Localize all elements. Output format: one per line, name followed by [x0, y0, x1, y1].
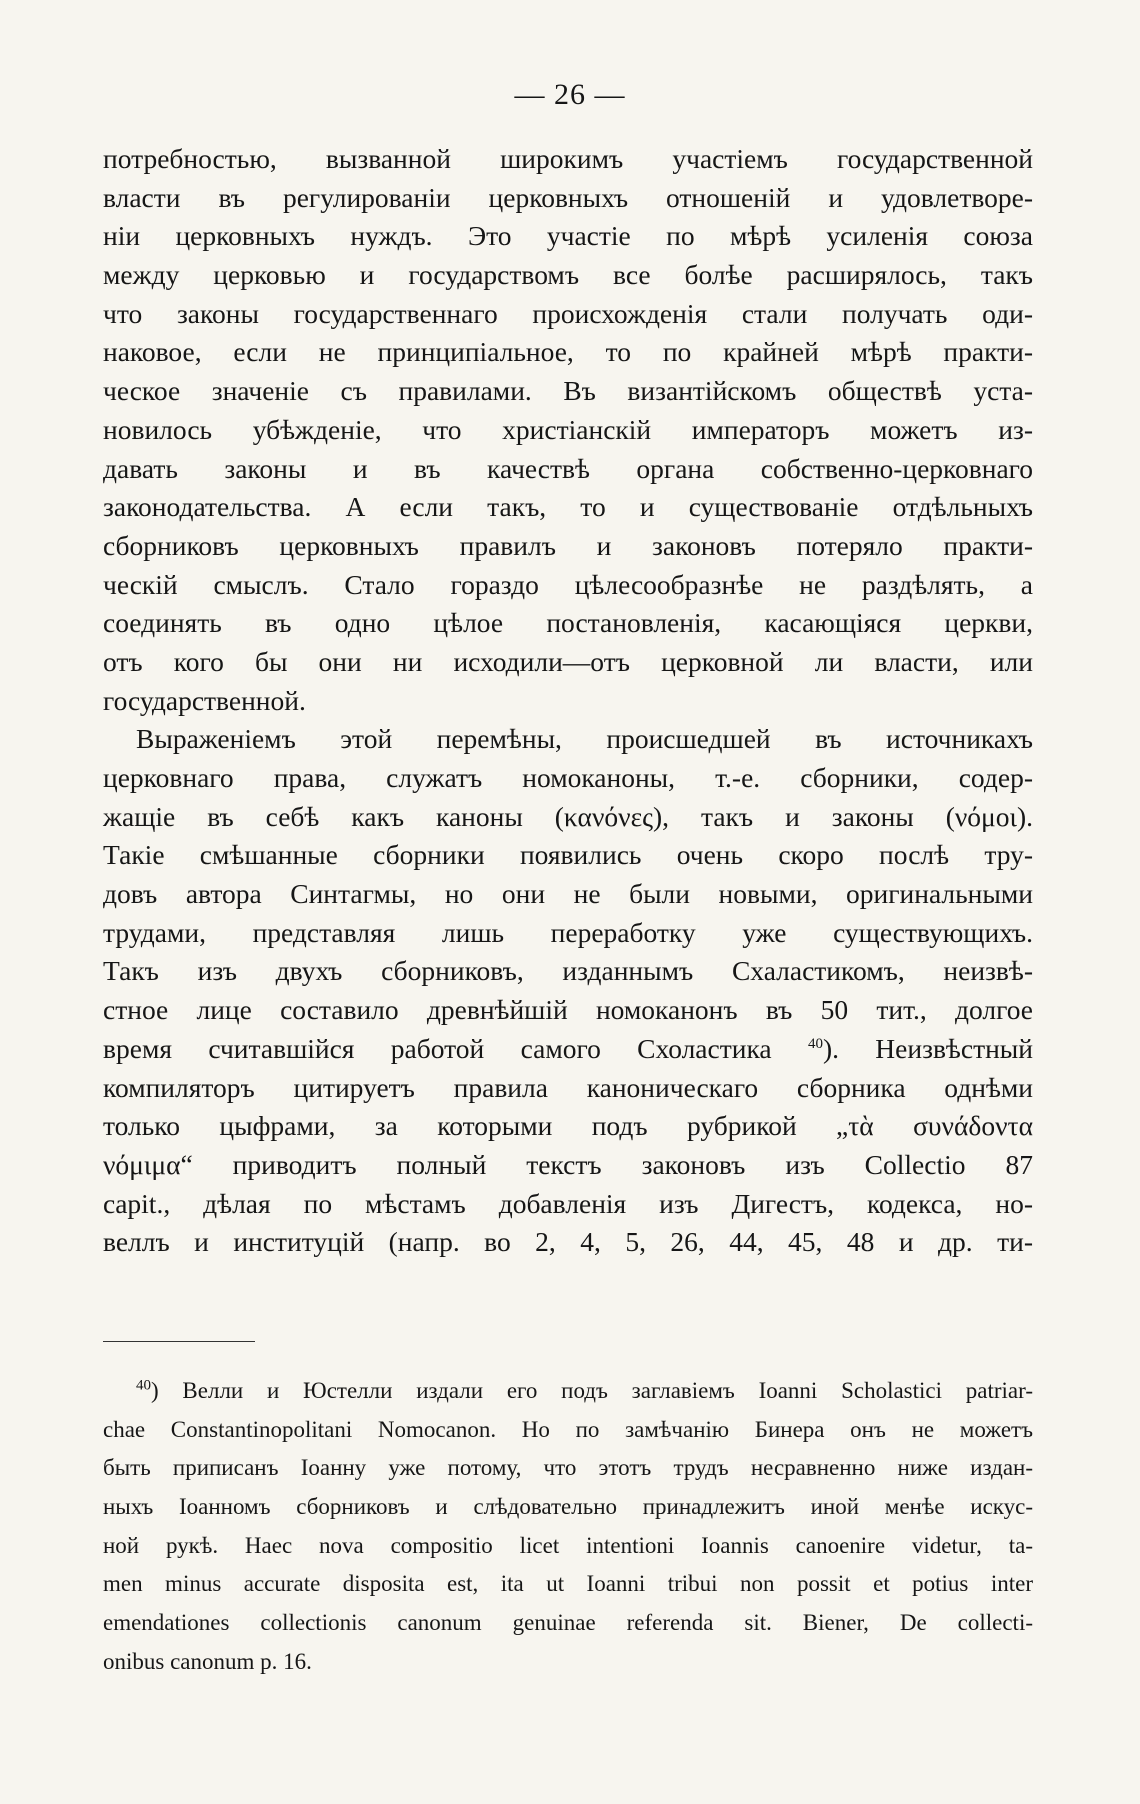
text-line: что законы государственнаго происхожденія стали получать оди- — [103, 297, 1033, 329]
text-line: Такъ изъ двухъ сборниковъ, изданнымъ Схаластикомъ, неизвѣ- — [103, 955, 1033, 987]
main-text — [103, 140, 1033, 1262]
text-line: веллъ и институцій (напр. во 2, 4, 5, 26, 44, 45, 48 и др. ти- — [103, 1226, 1033, 1258]
footnote — [103, 1373, 1033, 1683]
text-line: стное лице составило древнѣйшій номоканонъ въ 50 тит., долгое — [103, 994, 1033, 1026]
footnote-line: быть приписанъ Іоанну уже потому, что этотъ трудъ несравненно ниже издан- — [103, 1455, 1033, 1481]
text-line: трудами, представляя лишь переработку уже существующихъ. — [103, 916, 1033, 948]
text-line: между церковью и государствомъ все болѣе расширялось, такъ — [103, 259, 1033, 291]
text-line: церковнаго права, служатъ номоканоны, т.-е. сборники, содер- — [103, 762, 1033, 793]
text-line: Выраженіемъ этой перемѣны, происшедшей въ источникахъ — [136, 723, 1033, 755]
text-line: законодательства. А если такъ, то и существованіе отдѣльныхъ — [103, 491, 1033, 523]
footnote-line: chae Constantinopolitani Nomocanon. Но по замѣчанію Бинера онъ не можетъ — [103, 1416, 1033, 1442]
text-line: наковое, если не принципіальное, то по крайней мѣрѣ практи- — [103, 336, 1033, 368]
footnote-line — [103, 1373, 1033, 1412]
text-fragment: время считавшійся работой самого Схоластика — [103, 1032, 808, 1064]
text-line: потребностью, вызванной широкимъ участіемъ государственной — [103, 143, 1033, 174]
text-line: capit., дѣлая по мѣстамъ добавленія изъ Дигестъ, кодекса, но- — [103, 1187, 1033, 1219]
footnote-line: onibus canonum p. 16. — [103, 1648, 312, 1674]
text-line: новилось убѣжденіе, что христіанскій императоръ можетъ из- — [103, 413, 1033, 445]
text-line: Такіе смѣшанные сборники появились очень скоро послѣ тру- — [103, 839, 1033, 871]
footnote-line: ныхъ Іоанномъ сборниковъ и слѣдовательно принадлежитъ иной менѣе искус- — [103, 1494, 1033, 1520]
text-line: ніи церковныхъ нуждъ. Это участіе по мѣрѣ усиленія союза — [103, 220, 1033, 252]
text-line: только цыфрами, за которыми подъ рубрикой „τὰ συνάδοντα — [103, 1110, 1033, 1142]
text-line: жащіе въ себѣ какъ каноны (κανόνες), такъ и законы (νόμοι). — [103, 800, 1033, 832]
footnote-line: ной рукѣ. Haec nova compositio licet intentioni Ioannis canoenire videtur, ta- — [103, 1532, 1033, 1558]
text-line-with-footnote-ref — [103, 1030, 1033, 1069]
page-number: — 26 — — [514, 78, 626, 111]
footnote-marker: 40 — [136, 1377, 151, 1394]
footnote-divider — [103, 1341, 255, 1342]
footnote-line: emendationes collectionis canonum genuinae referenda sit. Biener, De collecti- — [103, 1610, 1033, 1636]
text-fragment: ). Неизвѣстный — [822, 1032, 1033, 1064]
text-line: ческій смыслъ. Стало гораздо цѣлесообразнѣе не раздѣлять, а — [103, 568, 1033, 600]
text-line: νόμιμα“ приводитъ полный текстъ законовъ изъ Collectio 87 — [103, 1148, 1033, 1180]
text-line: компиляторъ цитируетъ правила каноническаго сборника однѣми — [103, 1071, 1033, 1103]
footnote-line: men minus accurate disposita est, ita ut Ioanni tribui non possit et potius inter — [103, 1571, 1033, 1597]
footnote-reference: 40 — [807, 1035, 823, 1052]
text-line: государственной. — [103, 684, 306, 716]
text-line: ческое значеніе съ правилами. Въ византійскомъ обществѣ уста- — [103, 375, 1033, 407]
text-line: отъ кого бы они ни исходили—отъ церковной ли власти, или — [103, 645, 1033, 677]
text-fragment: ) Велли и Юстелли издали его подъ заглавіемъ Ioanni Scholastici patriar- — [151, 1378, 1033, 1403]
text-line: соединять въ одно цѣлое постановленія, касающіяся церкви, — [103, 607, 1033, 639]
text-line: власти въ регулированіи церковныхъ отношеній и удовлетворе- — [103, 181, 1033, 213]
text-line: сборниковъ церковныхъ правилъ и законовъ потеряло практи- — [103, 529, 1033, 561]
text-line: давать законы и въ качествѣ органа собственно-церковнаго — [103, 452, 1033, 484]
text-line: довъ автора Синтагмы, но они не были новыми, оригинальными — [103, 878, 1033, 910]
